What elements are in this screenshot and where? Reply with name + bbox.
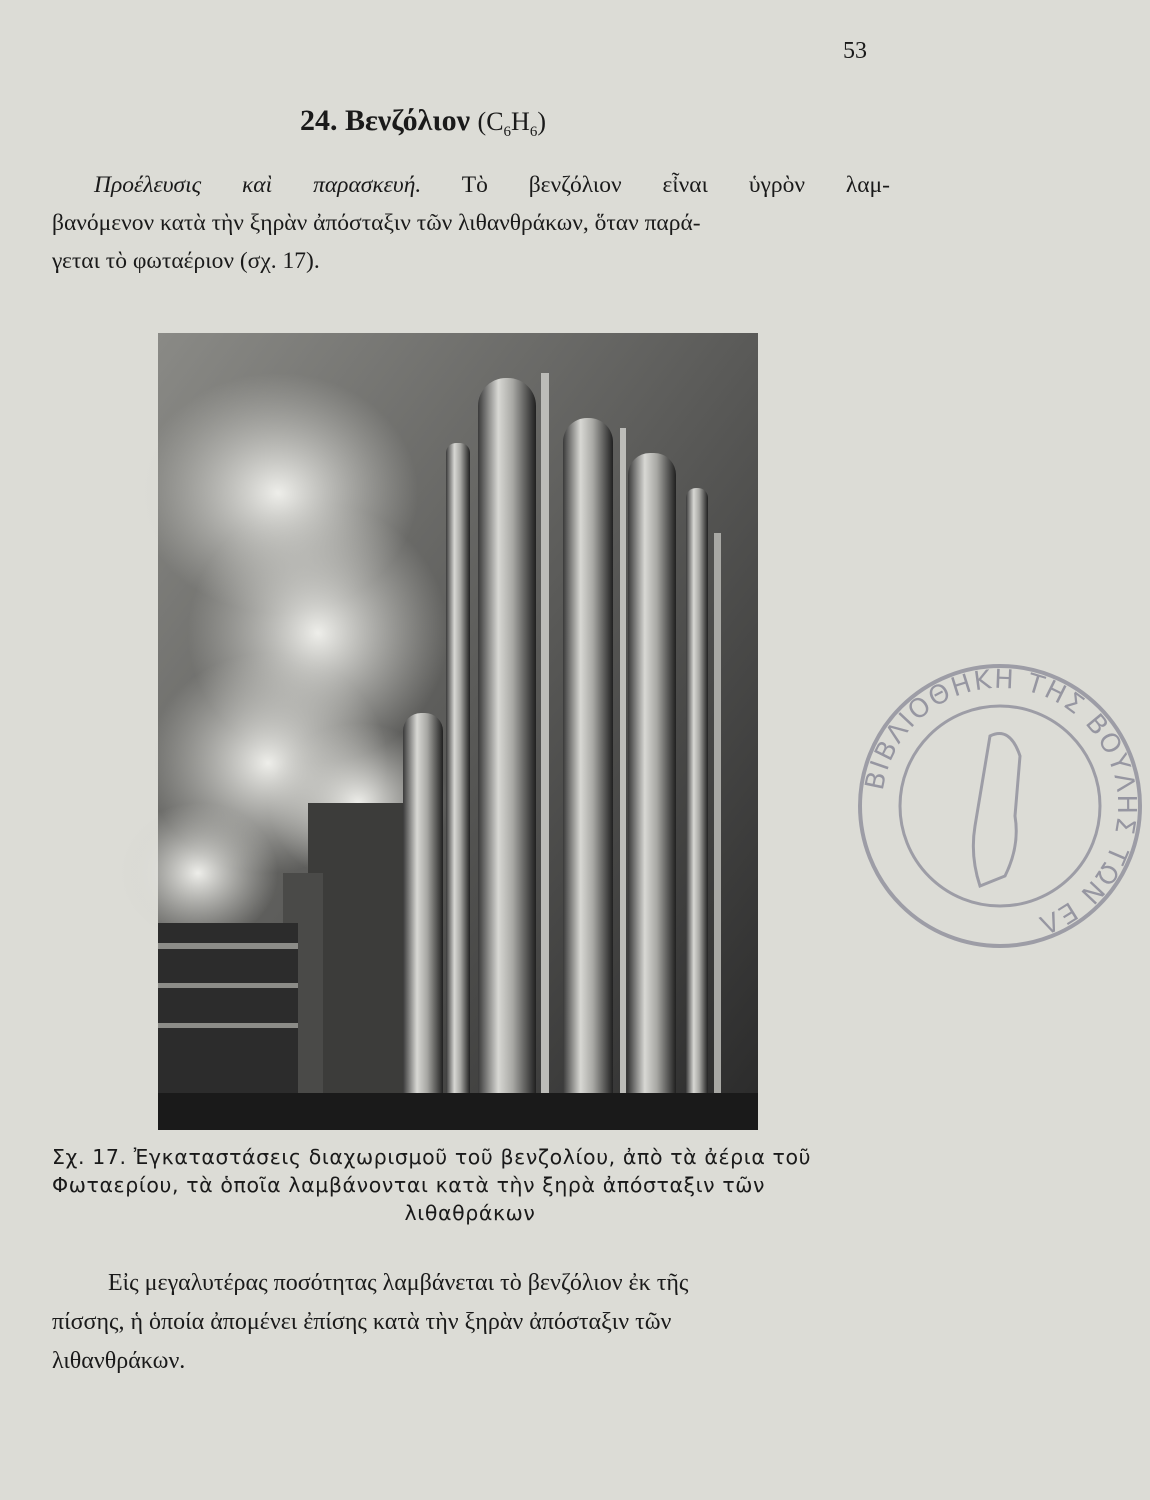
paragraph-origin [52, 166, 890, 280]
library-stamp [850, 656, 1150, 956]
formula-subscript-h: 6 [529, 124, 538, 141]
caption-line: Φωταερίου, τὰ ὁποῖα λαμβάνονται κατὰ τὴν ξηρὰ ἀπόσταξιν τῶν [52, 1173, 766, 1197]
italic-subheading: Προέλευσις καὶ παρασκευή. [94, 172, 422, 198]
paragraph-line: λιθανθράκων. [52, 1348, 186, 1374]
stamp-figure-icon [973, 734, 1020, 887]
refinery-photo-illustration [158, 333, 758, 1130]
stamp-text: ΒΙΒΛΙΟΘΗΚΗ ΤΗΣ ΒΟΥΛΗΣ ΤΩΝ ΕΛ [860, 664, 1142, 940]
formula-h: H [511, 107, 530, 136]
figure-caption [52, 1143, 888, 1227]
section-number: 24. [300, 104, 338, 137]
caption-line: λιθαθράκων [404, 1201, 536, 1225]
paragraph-tar [52, 1264, 890, 1381]
paragraph-line: Εἰς μεγαλυτέρας ποσότητας λαμβάνεται τὸ βενζόλιον ἐκ τῆς [108, 1270, 689, 1296]
formula-subscript-c: 6 [503, 124, 512, 141]
paragraph-line [52, 166, 890, 204]
section-heading [300, 104, 546, 141]
page-number: 53 [843, 38, 867, 64]
section-title: Βενζόλιον [345, 104, 471, 137]
chemical-formula [477, 107, 546, 141]
paragraph-line: βανόμενον κατὰ τὴν ξηρὰν ἀπόσταξιν τῶν λιθανθράκων, ὅταν παρά- [52, 210, 701, 236]
figure-photo [158, 333, 758, 1130]
formula-close: ) [537, 107, 546, 136]
paragraph-line: πίσσης, ἡ ὁποία ἀπομένει ἐπίσης κατὰ τὴν ξηρὰν ἀπόσταξιν τῶν [52, 1309, 672, 1335]
formula-open: (C [477, 107, 504, 136]
paragraph-line: γεται τὸ φωταέριον (σχ. 17). [52, 248, 320, 274]
caption-line: Σχ. 17. Ἐγκαταστάσεις διαχωρισμοῦ τοῦ βενζολίου, ἀπὸ τὰ ἀέρια τοῦ [52, 1145, 812, 1169]
paragraph-text: Τὸ βενζόλιον εἶναι ὑγρὸν λαμ- [421, 172, 890, 198]
